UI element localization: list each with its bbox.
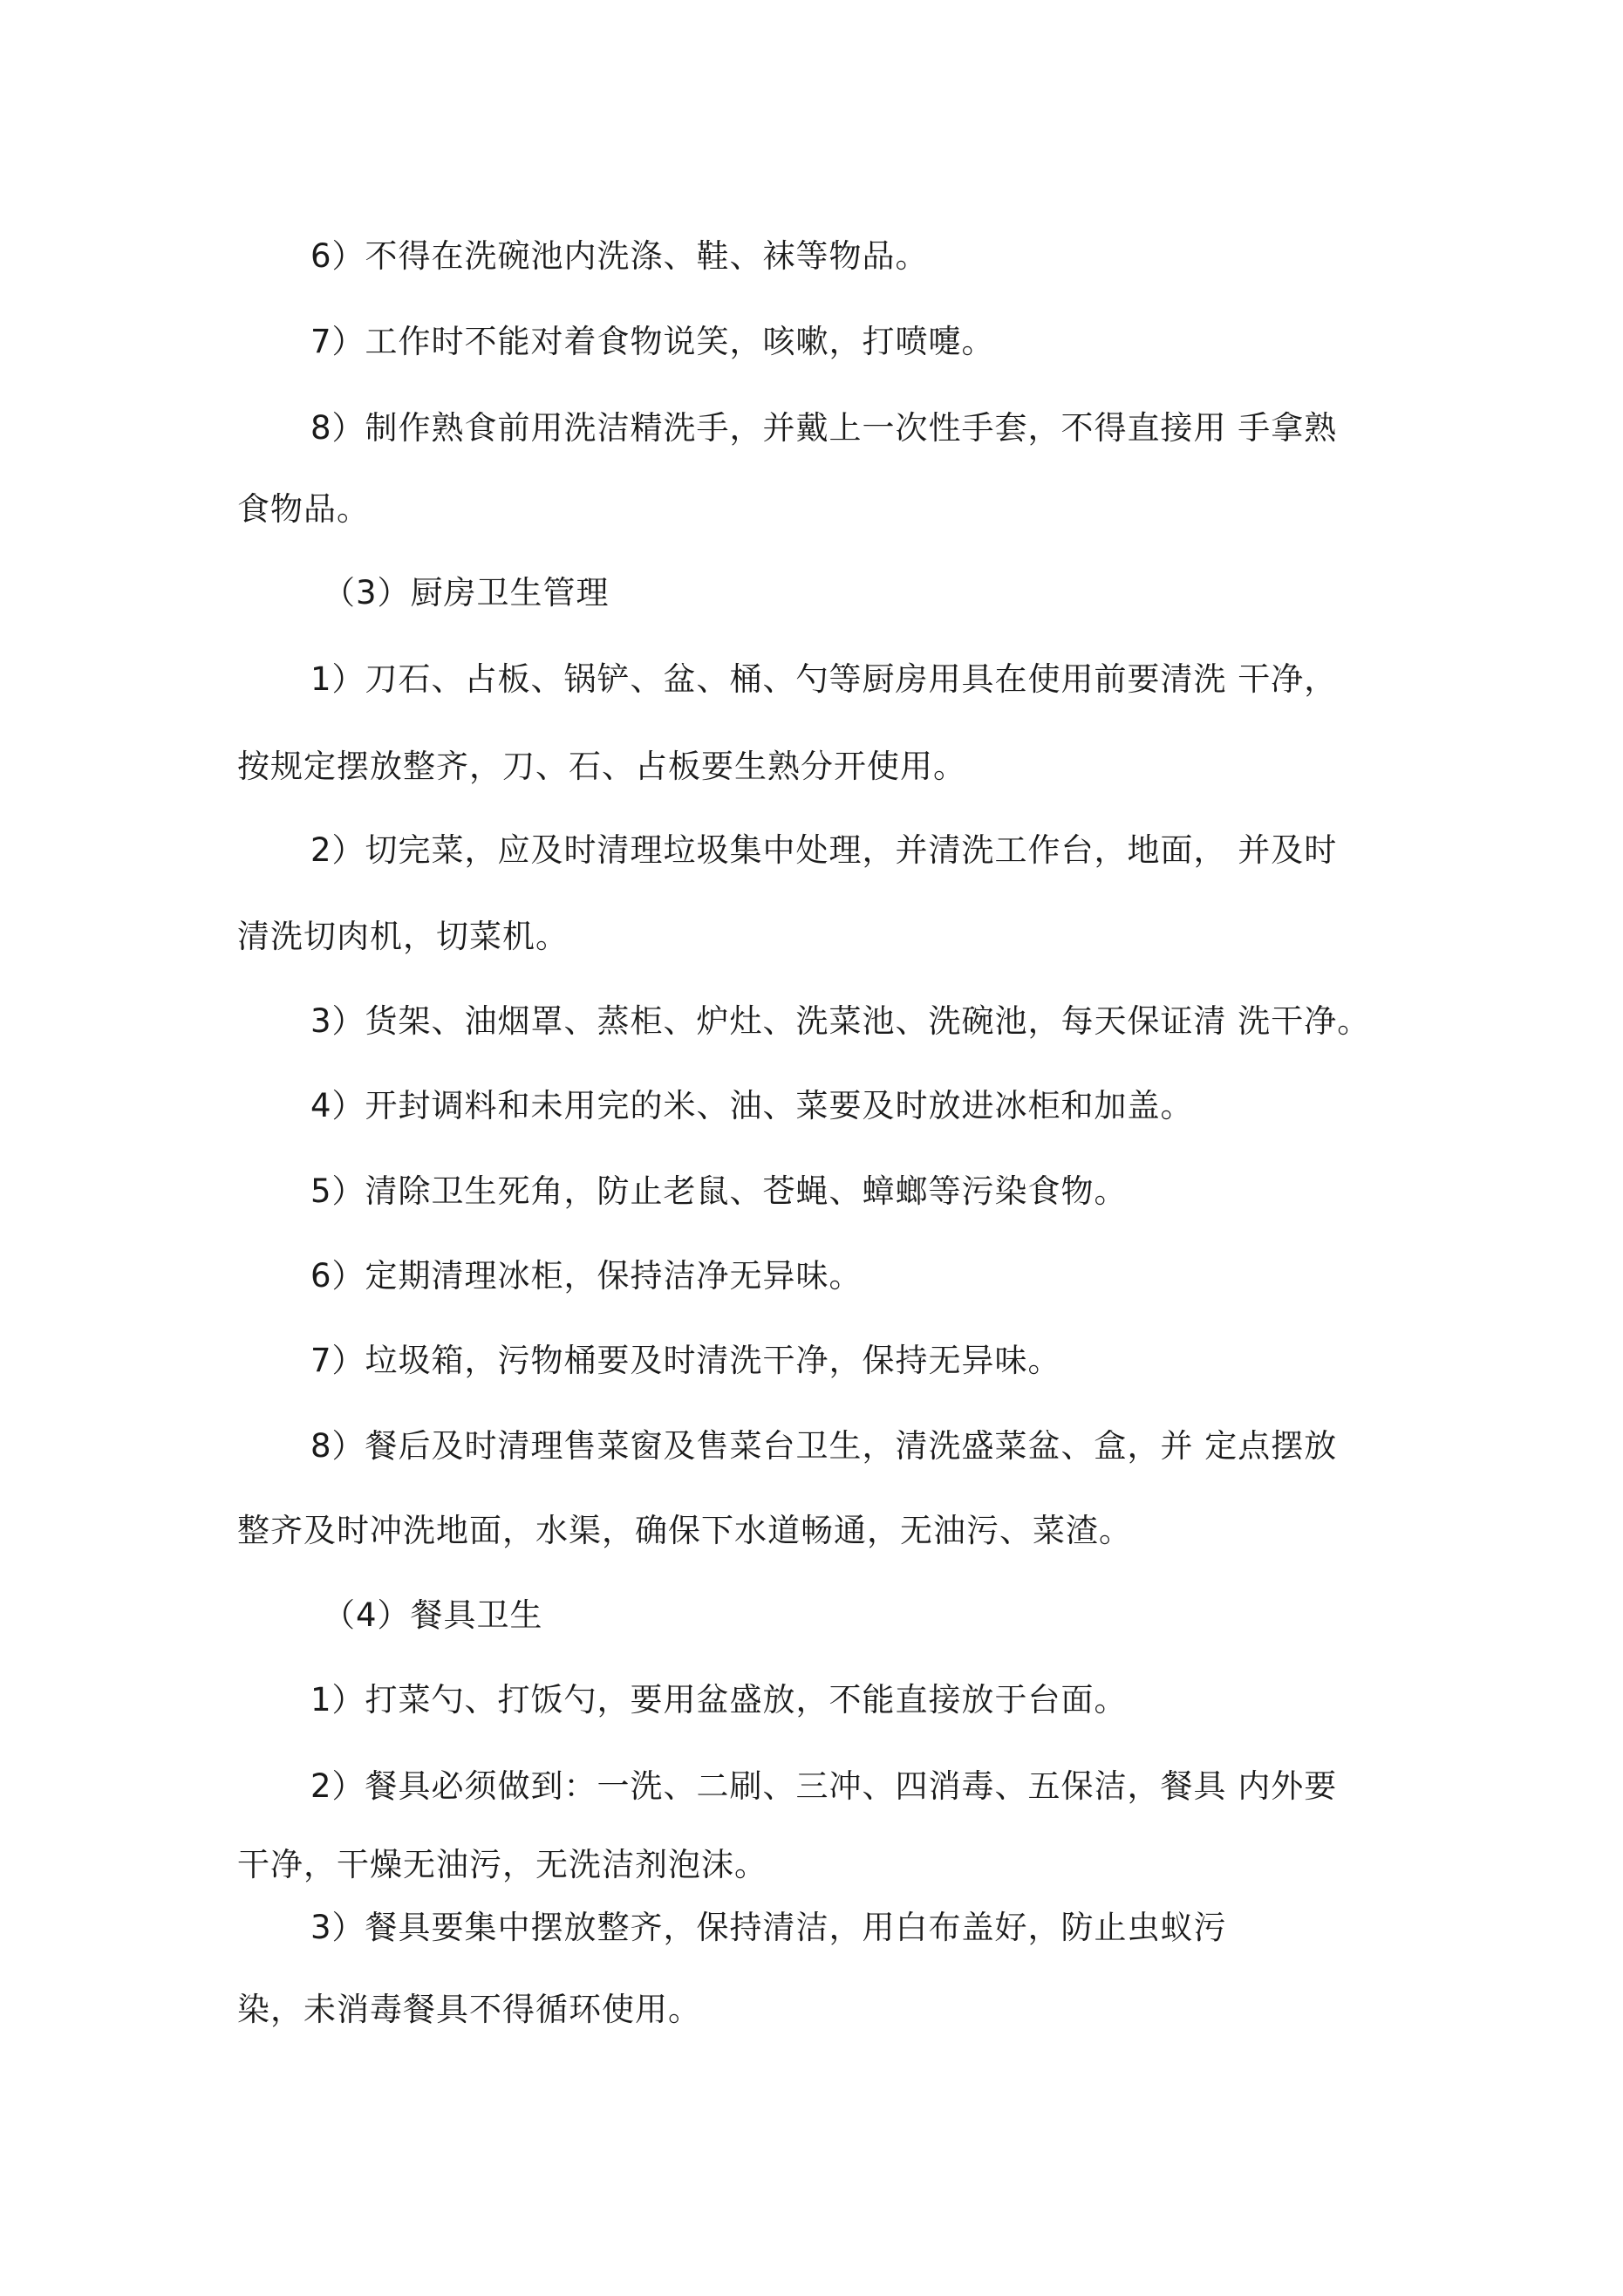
paragraph-line: 6）不得在洗碗池内洗涤、鞋、袜等物品。 bbox=[310, 237, 929, 275]
paragraph-line: 按规定摆放整齐，刀、石、占板要生熟分开使用。 bbox=[237, 748, 966, 785]
paragraph-line: 食物品。 bbox=[237, 490, 370, 528]
paragraph-line: 1）打菜勺、打饭勺，要用盆盛放，不能直接放于台面。 bbox=[310, 1681, 1128, 1719]
section-heading: （4）餐具卫生 bbox=[323, 1596, 543, 1634]
paragraph-line: 整齐及时冲洗地面，水渠，确保下水道畅通，无油污、菜渣。 bbox=[237, 1512, 1132, 1549]
paragraph-line: 3）货架、油烟罩、蒸柜、炉灶、洗菜池、洗碗池，每天保证清 洗干净。 bbox=[310, 1002, 1371, 1040]
paragraph-line: 8）餐后及时清理售菜窗及售菜台卫生，清洗盛菜盆、盒，并 定点摆放 bbox=[310, 1427, 1338, 1465]
paragraph-line: 2）餐具必须做到：一洗、二刷、三冲、四消毒、五保洁，餐具 内外要 bbox=[310, 1767, 1338, 1805]
paragraph-line: 3）餐具要集中摆放整齐，保持清洁，用白布盖好，防止虫蚁污 bbox=[310, 1909, 1227, 1946]
paragraph-line: 8）制作熟食前用洗洁精洗手，并戴上一次性手套，不得直接用 手拿熟 bbox=[310, 409, 1338, 447]
section-heading: （3）厨房卫生管理 bbox=[323, 574, 610, 612]
paragraph-line: 4）开封调料和未用完的米、油、菜要及时放进冰柜和加盖。 bbox=[310, 1087, 1194, 1124]
paragraph-line: 染，未消毒餐具不得循环使用。 bbox=[237, 1991, 701, 2028]
paragraph-line: 5）清除卫生死角，防止老鼠、苍蝇、蟑螂等污染食物。 bbox=[310, 1172, 1128, 1210]
paragraph-line: 2）切完菜，应及时清理垃圾集中处理，并清洗工作台，地面， 并及时 bbox=[310, 831, 1338, 869]
paragraph-line: 7）垃圾箱，污物桶要及时清洗干净，保持无异味。 bbox=[310, 1342, 1061, 1379]
paragraph-line: 清洗切肉机，切菜机。 bbox=[237, 918, 569, 955]
paragraph-line: 7）工作时不能对着食物说笑，咳嗽，打喷嚏。 bbox=[310, 323, 995, 360]
paragraph-line: 干净，干燥无油污，无洗洁剂泡沫。 bbox=[237, 1846, 767, 1883]
paragraph-line: 6）定期清理冰柜，保持洁净无异味。 bbox=[310, 1257, 863, 1295]
paragraph-line: 1）刀石、占板、锅铲、盆、桶、勺等厨房用具在使用前要清洗 干净， bbox=[310, 660, 1338, 698]
